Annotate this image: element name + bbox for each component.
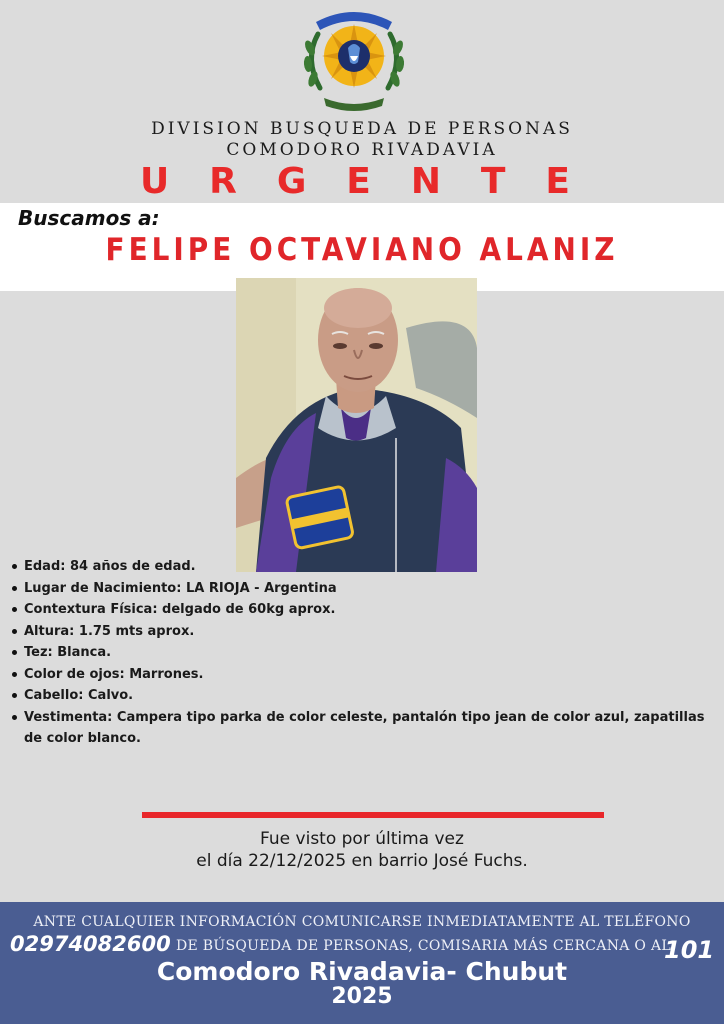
last-seen-line-2: el día 22/12/2025 en barrio José Fuchs. [196,851,528,871]
search-label: Buscamos a: [18,206,160,230]
police-emblem-icon [298,4,410,114]
contact-footer [0,902,724,1024]
detail-build: Contextura Física: delgado de 60kg aprox. [10,599,710,621]
last-seen-info [0,828,724,872]
detail-eye-color: Color de ojos: Marrones. [10,664,710,686]
last-seen-line-1: Fue visto por última vez [260,829,464,849]
footer-city: Comodoro Rivadavia- Chubut [156,957,568,986]
detail-hair: Cabello: Calvo. [10,685,710,707]
urgent-letter: E [545,161,570,202]
urgent-letter: E [346,161,371,202]
detail-clothing: Vestimenta: Campera tipo parka de color celeste, pantalón tipo jean de color azul, zapatillas de color blanco. [10,707,710,750]
division-title [0,119,724,161]
divider-line [142,812,604,818]
person-details-list [10,556,710,750]
detail-complexion: Tez: Blanca. [10,642,710,664]
contact-instruction-2: DE BÚSQUEDA DE PERSONAS, COMISARIA MÁS CERCANA O AL [176,938,671,954]
footer-year: 2025 [331,984,393,1009]
detail-age: Edad: 84 años de edad. [10,556,710,578]
detail-height: Altura: 1.75 mts aprox. [10,621,710,643]
urgent-letter: N [410,161,441,202]
phone-number[interactable]: 02974082600 [10,932,171,956]
urgent-letter: R [209,161,237,202]
detail-birthplace: Lugar de Nacimiento: LA RIOJA - Argentina [10,578,710,600]
person-photo [236,278,477,572]
urgent-letter: T [480,161,506,202]
emergency-number[interactable]: 101 [664,936,715,964]
urgent-letter: G [276,161,307,202]
missing-person-name: FELIPE OCTAVIANO ALANIZ [105,232,619,268]
urgent-heading [140,160,570,204]
urgent-letter: U [140,161,170,202]
division-line-2: COMODORO RIVADAVIA [226,140,498,160]
contact-instruction: ANTE CUALQUIER INFORMACIÓN COMUNICARSE INMEDIATAMENTE AL TELÉFONO [33,914,691,930]
division-line-1: DIVISION BUSQUEDA DE PERSONAS [151,119,573,139]
